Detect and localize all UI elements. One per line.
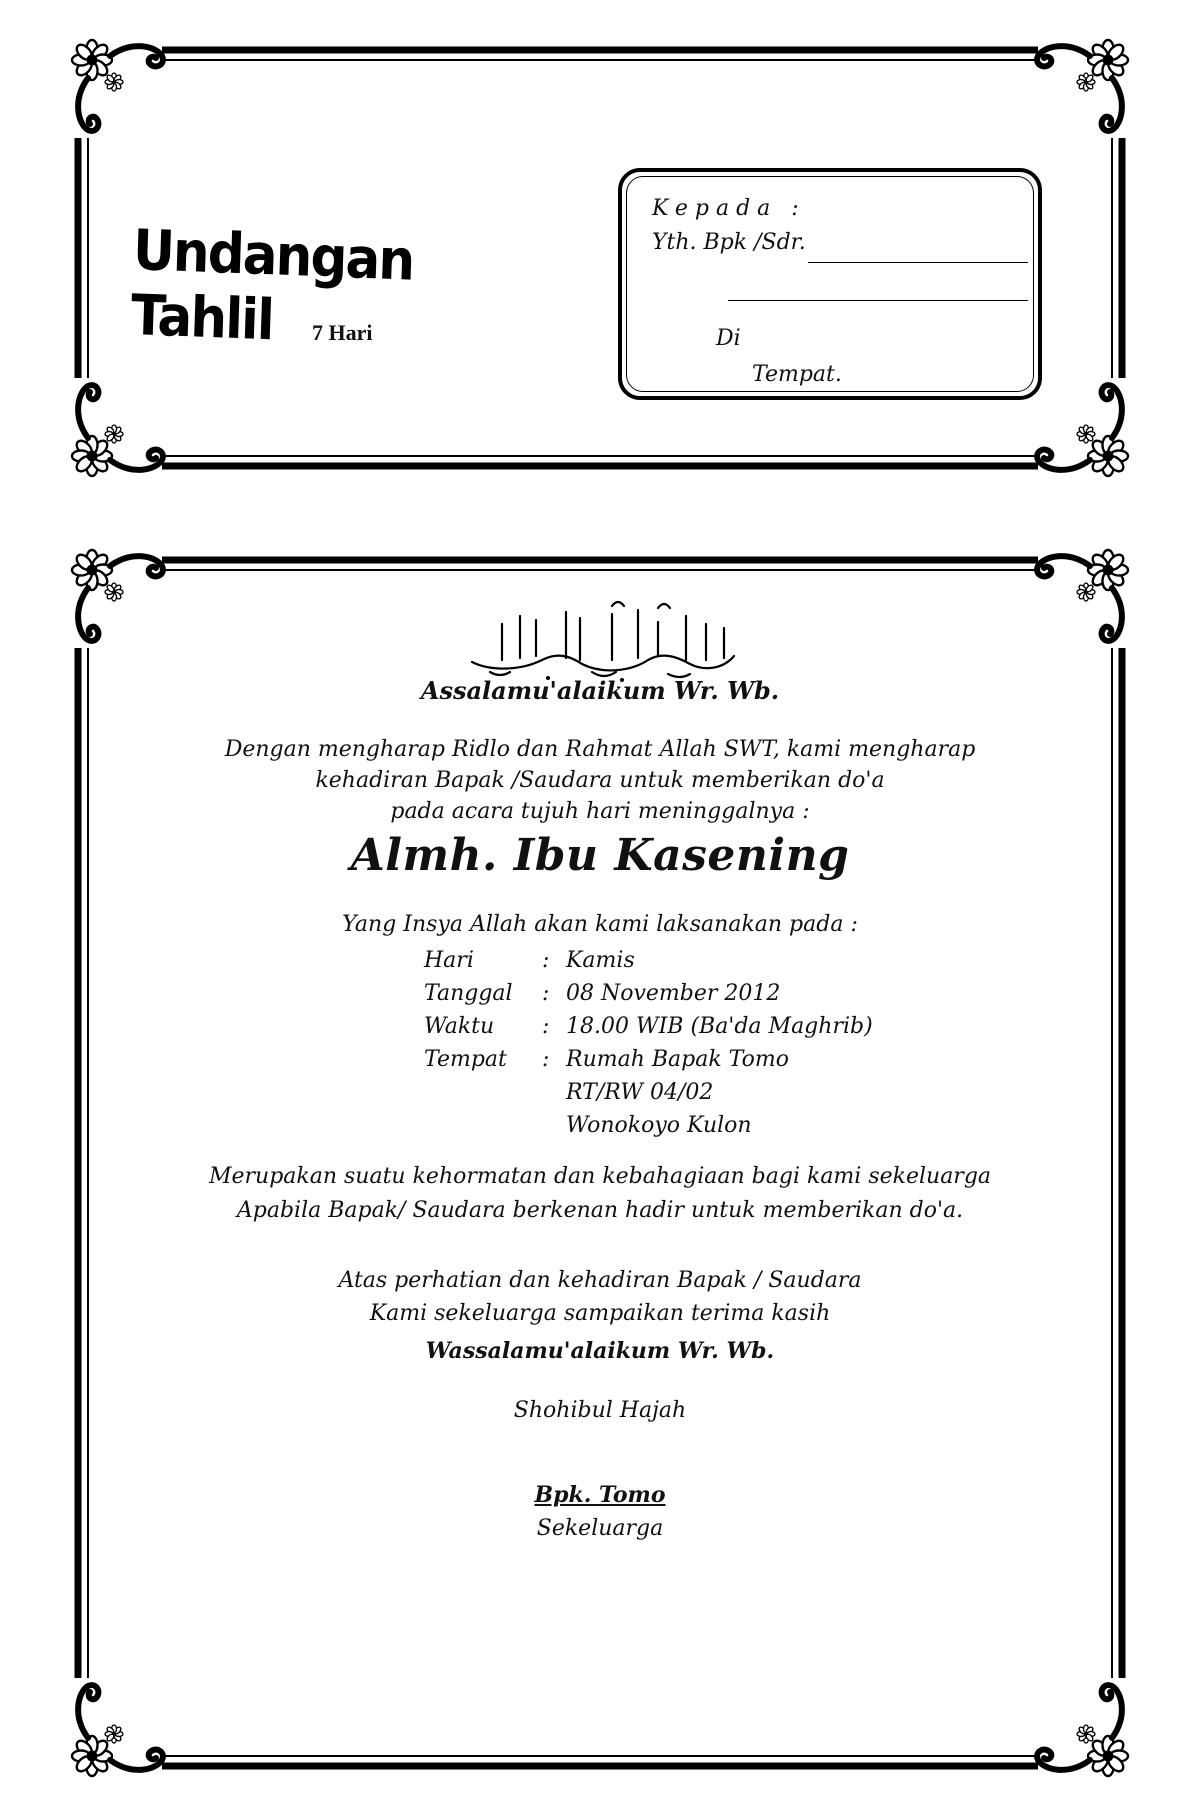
corner-flower-icon	[1037, 40, 1128, 131]
closing-line: Merupakan suatu kehormatan dan kebahagiaan bagi kami sekeluarga	[208, 1164, 992, 1189]
invitation-title: Undangan Tahlil	[129, 218, 415, 354]
corner-flower-icon	[72, 40, 163, 131]
invitation-subtitle: 7 Hari	[312, 320, 373, 345]
schedule-value: 08 November 2012	[566, 981, 781, 1006]
intro-line: pada acara tujuh hari meninggalnya :	[390, 799, 810, 824]
intro-paragraph	[62, 734, 1138, 827]
recipient-blank-line	[808, 262, 1028, 263]
host-label: Shohibul Hajah	[513, 1398, 687, 1423]
envelope-card	[62, 38, 1138, 478]
schedule-value: Rumah Bapak Tomo	[566, 1047, 789, 1072]
recipient-blank-line-2	[728, 300, 1028, 301]
schedule-label: Tempat	[424, 1047, 507, 1072]
thanks-line: Kami sekeluarga sampaikan terima kasih	[369, 1301, 831, 1326]
address-di: Di	[716, 326, 741, 351]
invitation-card	[62, 548, 1138, 1778]
schedule-value: Wonokoyo Kulon	[566, 1113, 752, 1138]
signature-name: Bpk. Tomo	[534, 1482, 666, 1508]
bismillah-calligraphy-icon	[462, 594, 742, 684]
greeting: Assalamu'alaikum Wr. Wb.	[420, 676, 780, 705]
farewell: Wassalamu'alaikum Wr. Wb.	[425, 1338, 775, 1364]
schedule-label: Hari	[424, 948, 474, 973]
corner-flower-icon	[1037, 385, 1128, 476]
schedule-label: Waktu	[424, 1014, 495, 1039]
address-tempat: Tempat.	[752, 362, 842, 387]
schedule-colon: :	[542, 948, 550, 973]
schedule-value: 18.00 WIB (Ba'da Maghrib)	[566, 1014, 873, 1039]
schedule-value: RT/RW 04/02	[566, 1080, 714, 1105]
closing-paragraph	[62, 1160, 1138, 1228]
thanks-line: Atas perhatian dan kehadiran Bapak / Saudara	[338, 1268, 862, 1293]
corner-flower-icon	[72, 1685, 163, 1776]
thanks-paragraph	[62, 1264, 1138, 1330]
schedule-intro: Yang Insya Allah akan kami laksanakan pada :	[342, 912, 858, 937]
corner-flower-icon	[72, 385, 163, 476]
address-box	[618, 168, 1042, 400]
corner-flower-icon	[72, 550, 163, 641]
schedule-colon: :	[542, 1014, 550, 1039]
intro-line: Dengan mengharap Ridlo dan Rahmat Allah SWT, kami mengharap	[224, 737, 976, 762]
deceased-name: Almh. Ibu Kasening	[350, 830, 850, 881]
schedule-label: Tanggal	[424, 981, 513, 1006]
corner-flower-icon	[1037, 1685, 1128, 1776]
corner-flower-icon	[1037, 550, 1128, 641]
intro-line: kehadiran Bapak /Saudara untuk memberikan do'a	[315, 768, 885, 793]
signature-family: Sekeluarga	[536, 1516, 664, 1541]
address-recipient-prefix: Yth. Bpk /Sdr.	[652, 230, 806, 255]
schedule-colon: :	[542, 1047, 550, 1072]
schedule-colon: :	[542, 981, 550, 1006]
closing-line: Apabila Bapak/ Saudara berkenan hadir untuk memberikan do'a.	[236, 1198, 964, 1223]
address-kepada: Kepada :	[652, 196, 806, 221]
schedule-value: Kamis	[566, 948, 635, 973]
